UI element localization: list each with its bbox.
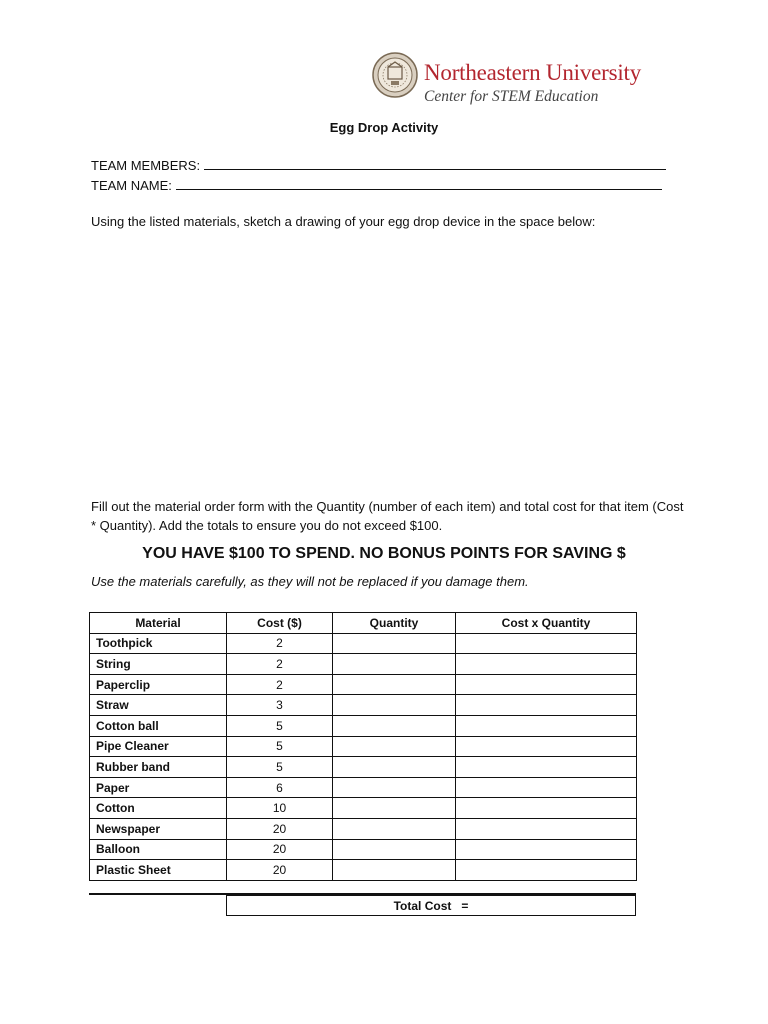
cost-cell: 5 [227, 715, 333, 736]
cost-x-quantity-cell[interactable] [456, 839, 637, 860]
table-row [90, 839, 637, 860]
university-logo [372, 52, 672, 108]
cost-cell: 20 [227, 818, 333, 839]
material-cell: Paperclip [90, 674, 227, 695]
table-body [90, 633, 637, 880]
material-order-table [89, 612, 637, 881]
team-name-blank[interactable] [176, 177, 662, 190]
cost-cell: 5 [227, 736, 333, 757]
cost-x-quantity-cell[interactable] [456, 654, 637, 675]
table-row [90, 695, 637, 716]
material-cell: String [90, 654, 227, 675]
quantity-cell[interactable] [333, 633, 456, 654]
cost-cell: 5 [227, 757, 333, 778]
material-cell: Newspaper [90, 818, 227, 839]
quantity-cell[interactable] [333, 777, 456, 798]
quantity-cell[interactable] [333, 798, 456, 819]
cost-cell: 2 [227, 674, 333, 695]
table-row [90, 777, 637, 798]
care-note: Use the materials carefully, as they will not be replaced if you damage them. [91, 574, 529, 589]
table-row [90, 654, 637, 675]
cost-x-quantity-cell[interactable] [456, 798, 637, 819]
quantity-cell[interactable] [333, 818, 456, 839]
cost-x-quantity-cell[interactable] [456, 777, 637, 798]
cost-cell: 6 [227, 777, 333, 798]
cost-x-quantity-cell[interactable] [456, 860, 637, 881]
total-cost-row[interactable] [226, 894, 636, 916]
table-row [90, 715, 637, 736]
page-title: Egg Drop Activity [329, 120, 439, 135]
total-cost-label: Total Cost = [393, 899, 469, 913]
cost-x-quantity-cell[interactable] [456, 736, 637, 757]
material-cell: Cotton ball [90, 715, 227, 736]
material-cell: Balloon [90, 839, 227, 860]
cost-cell: 3 [227, 695, 333, 716]
sketch-area[interactable] [91, 236, 677, 486]
column-header-material: Material [90, 613, 227, 634]
cost-x-quantity-cell[interactable] [456, 715, 637, 736]
table-row [90, 633, 637, 654]
team-name-label: TEAM NAME: [91, 178, 172, 193]
material-cell: Cotton [90, 798, 227, 819]
cost-x-quantity-cell[interactable] [456, 818, 637, 839]
table-row [90, 818, 637, 839]
cost-cell: 10 [227, 798, 333, 819]
quantity-cell[interactable] [333, 715, 456, 736]
column-header-cost-x-quantity: Cost x Quantity [456, 613, 637, 634]
column-header-quantity: Quantity [333, 613, 456, 634]
sketch-instructions: Using the listed materials, sketch a drawing of your egg drop device in the space below: [91, 214, 596, 229]
center-name: Center for STEM Education [424, 88, 599, 105]
table-row [90, 860, 637, 881]
quantity-cell[interactable] [333, 695, 456, 716]
cost-cell: 2 [227, 633, 333, 654]
quantity-cell[interactable] [333, 860, 456, 881]
quantity-cell[interactable] [333, 757, 456, 778]
cost-cell: 2 [227, 654, 333, 675]
team-members-field[interactable] [91, 157, 666, 173]
table-row [90, 674, 637, 695]
table-row [90, 736, 637, 757]
cost-x-quantity-cell[interactable] [456, 674, 637, 695]
quantity-cell[interactable] [333, 674, 456, 695]
team-members-label: TEAM MEMBERS: [91, 158, 201, 173]
material-cell: Toothpick [90, 633, 227, 654]
team-name-field[interactable] [91, 177, 662, 193]
order-instructions: Fill out the material order form with the Quantity (number of each item) and total cost for that item (Cost * Quantity). Add the totals to ensure you do not exceed $100. [91, 499, 684, 533]
material-cell: Pipe Cleaner [90, 736, 227, 757]
university-seal-icon [372, 52, 418, 98]
cost-cell: 20 [227, 860, 333, 881]
quantity-cell[interactable] [333, 736, 456, 757]
material-cell: Plastic Sheet [90, 860, 227, 881]
table-row [90, 757, 637, 778]
quantity-cell[interactable] [333, 654, 456, 675]
material-cell: Straw [90, 695, 227, 716]
cost-x-quantity-cell[interactable] [456, 757, 637, 778]
quantity-cell[interactable] [333, 839, 456, 860]
column-header-cost: Cost ($) [227, 613, 333, 634]
material-cell: Paper [90, 777, 227, 798]
table-row [90, 798, 637, 819]
material-cell: Rubber band [90, 757, 227, 778]
team-members-blank[interactable] [204, 157, 666, 170]
cost-x-quantity-cell[interactable] [456, 695, 637, 716]
cost-x-quantity-cell[interactable] [456, 633, 637, 654]
university-name: Northeastern University [424, 60, 642, 85]
cost-cell: 20 [227, 839, 333, 860]
budget-heading: YOU HAVE $100 TO SPEND. NO BONUS POINTS FOR SAVING $ [142, 545, 626, 562]
table-header-row [90, 613, 637, 634]
